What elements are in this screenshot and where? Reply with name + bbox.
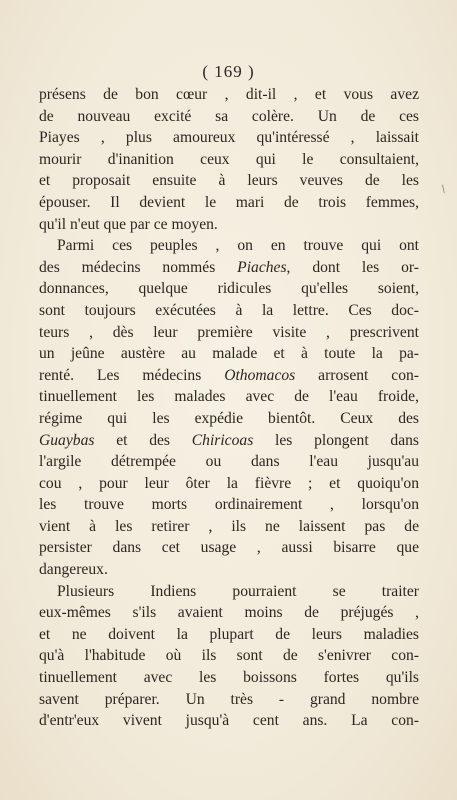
italic-term: Chiricoas xyxy=(191,431,254,449)
text-segment: arrosent con- xyxy=(295,366,419,384)
text-segment: épouser. Il devient le mari de trois femmes, xyxy=(39,193,419,211)
text-line xyxy=(39,559,419,581)
text-segment: , dont les or- xyxy=(286,258,420,276)
text-line xyxy=(39,537,419,559)
text-line xyxy=(39,343,419,365)
text-line xyxy=(39,192,419,214)
text-segment: Parmi ces peuples , on en trouve qui ont xyxy=(57,237,419,255)
text-segment: présens de bon cœur , dit-il , et vous avez xyxy=(39,86,419,103)
italic-term: Piaches xyxy=(237,258,287,276)
text-segment: cou , pour leur ôter la fièvre ; et quoiqu'on xyxy=(39,474,419,492)
text-segment: Plusieurs Indiens pourraient se traiter xyxy=(57,582,419,600)
page-number-header: ( 169 ) xyxy=(202,62,255,81)
text-segment: et des xyxy=(94,431,192,449)
text-segment: et proposait ensuite à leurs veuves de les xyxy=(39,172,419,190)
text-segment: eux-mêmes s'ils avaient moins de préjugés , xyxy=(39,604,419,622)
text-line xyxy=(39,430,419,452)
text-line xyxy=(39,494,419,516)
italic-term: Guaybas xyxy=(39,431,95,449)
text-line xyxy=(39,84,419,106)
text-segment: sont toujours exécutées à la lettre. Ces doc- xyxy=(39,301,419,319)
text-segment: de nouveau excité sa colère. Un de ces xyxy=(39,107,419,125)
italic-term: Othomacos xyxy=(224,366,296,384)
text-line xyxy=(39,235,419,257)
text-segment: qu'à l'habitude où ils sont de s'enivrer con- xyxy=(39,647,419,665)
text-line xyxy=(39,710,419,732)
text-segment: régime qui les expédie bientôt. Ceux des xyxy=(39,409,419,427)
text-segment: persister dans cet usage , aussi bisarre que xyxy=(39,539,419,557)
text-segment: vient à les retirer , ils ne laissent pas de xyxy=(39,517,419,535)
text-segment: qu'il n'eut que par ce moyen. xyxy=(39,215,218,233)
text-line xyxy=(39,689,419,711)
text-segment: des médecins nommés xyxy=(39,258,238,276)
text-segment: tinuellement les malades avec de l'eau froide, xyxy=(39,388,419,406)
text-line xyxy=(39,214,419,236)
text-segment: les trouve morts ordinairement , lorsqu'on xyxy=(39,496,419,514)
text-segment: et ne doivent la plupart de leurs maladies xyxy=(39,625,419,643)
text-segment: donnances, quelque ridicules qu'elles soient, xyxy=(39,280,419,298)
text-line xyxy=(39,106,419,128)
text-line xyxy=(39,451,419,473)
text-segment: mourir d'inanition ceux qui le consultaient, xyxy=(39,150,419,168)
text-segment: tinuellement avec les boissons fortes qu'ils xyxy=(39,669,419,687)
text-line xyxy=(39,322,419,344)
text-segment: savent préparer. Un très - grand nombre xyxy=(39,690,419,708)
text-line xyxy=(39,257,419,279)
text-line xyxy=(39,645,419,667)
text-segment: renté. Les médecins xyxy=(39,366,225,384)
text-line xyxy=(39,624,419,646)
text-line xyxy=(39,602,419,624)
text-line xyxy=(39,127,419,149)
text-segment: l'argile détrempée ou dans l'eau jusqu'au xyxy=(39,453,419,471)
body-text xyxy=(39,84,419,732)
text-line xyxy=(39,365,419,387)
text-segment: dangereux. xyxy=(39,561,108,579)
text-line xyxy=(39,149,419,171)
text-segment: teurs , dès leur première visite , prescrivent xyxy=(39,323,419,341)
text-segment: un jeûne austère au malade et à toute la pa- xyxy=(39,345,419,363)
text-line xyxy=(39,386,419,408)
text-line xyxy=(39,516,419,538)
text-segment: Piayes , plus amoureux qu'intéressé , laissait xyxy=(39,129,419,147)
text-line xyxy=(39,581,419,603)
margin-mark: / xyxy=(439,183,448,196)
text-segment: d'entr'eux vivent jusqu'à cent ans. La con- xyxy=(39,712,419,730)
text-line xyxy=(39,408,419,430)
text-segment: les plongent dans xyxy=(253,431,419,449)
text-line xyxy=(39,667,419,689)
text-line xyxy=(39,300,419,322)
text-line xyxy=(39,170,419,192)
text-line xyxy=(39,473,419,495)
text-line xyxy=(39,278,419,300)
